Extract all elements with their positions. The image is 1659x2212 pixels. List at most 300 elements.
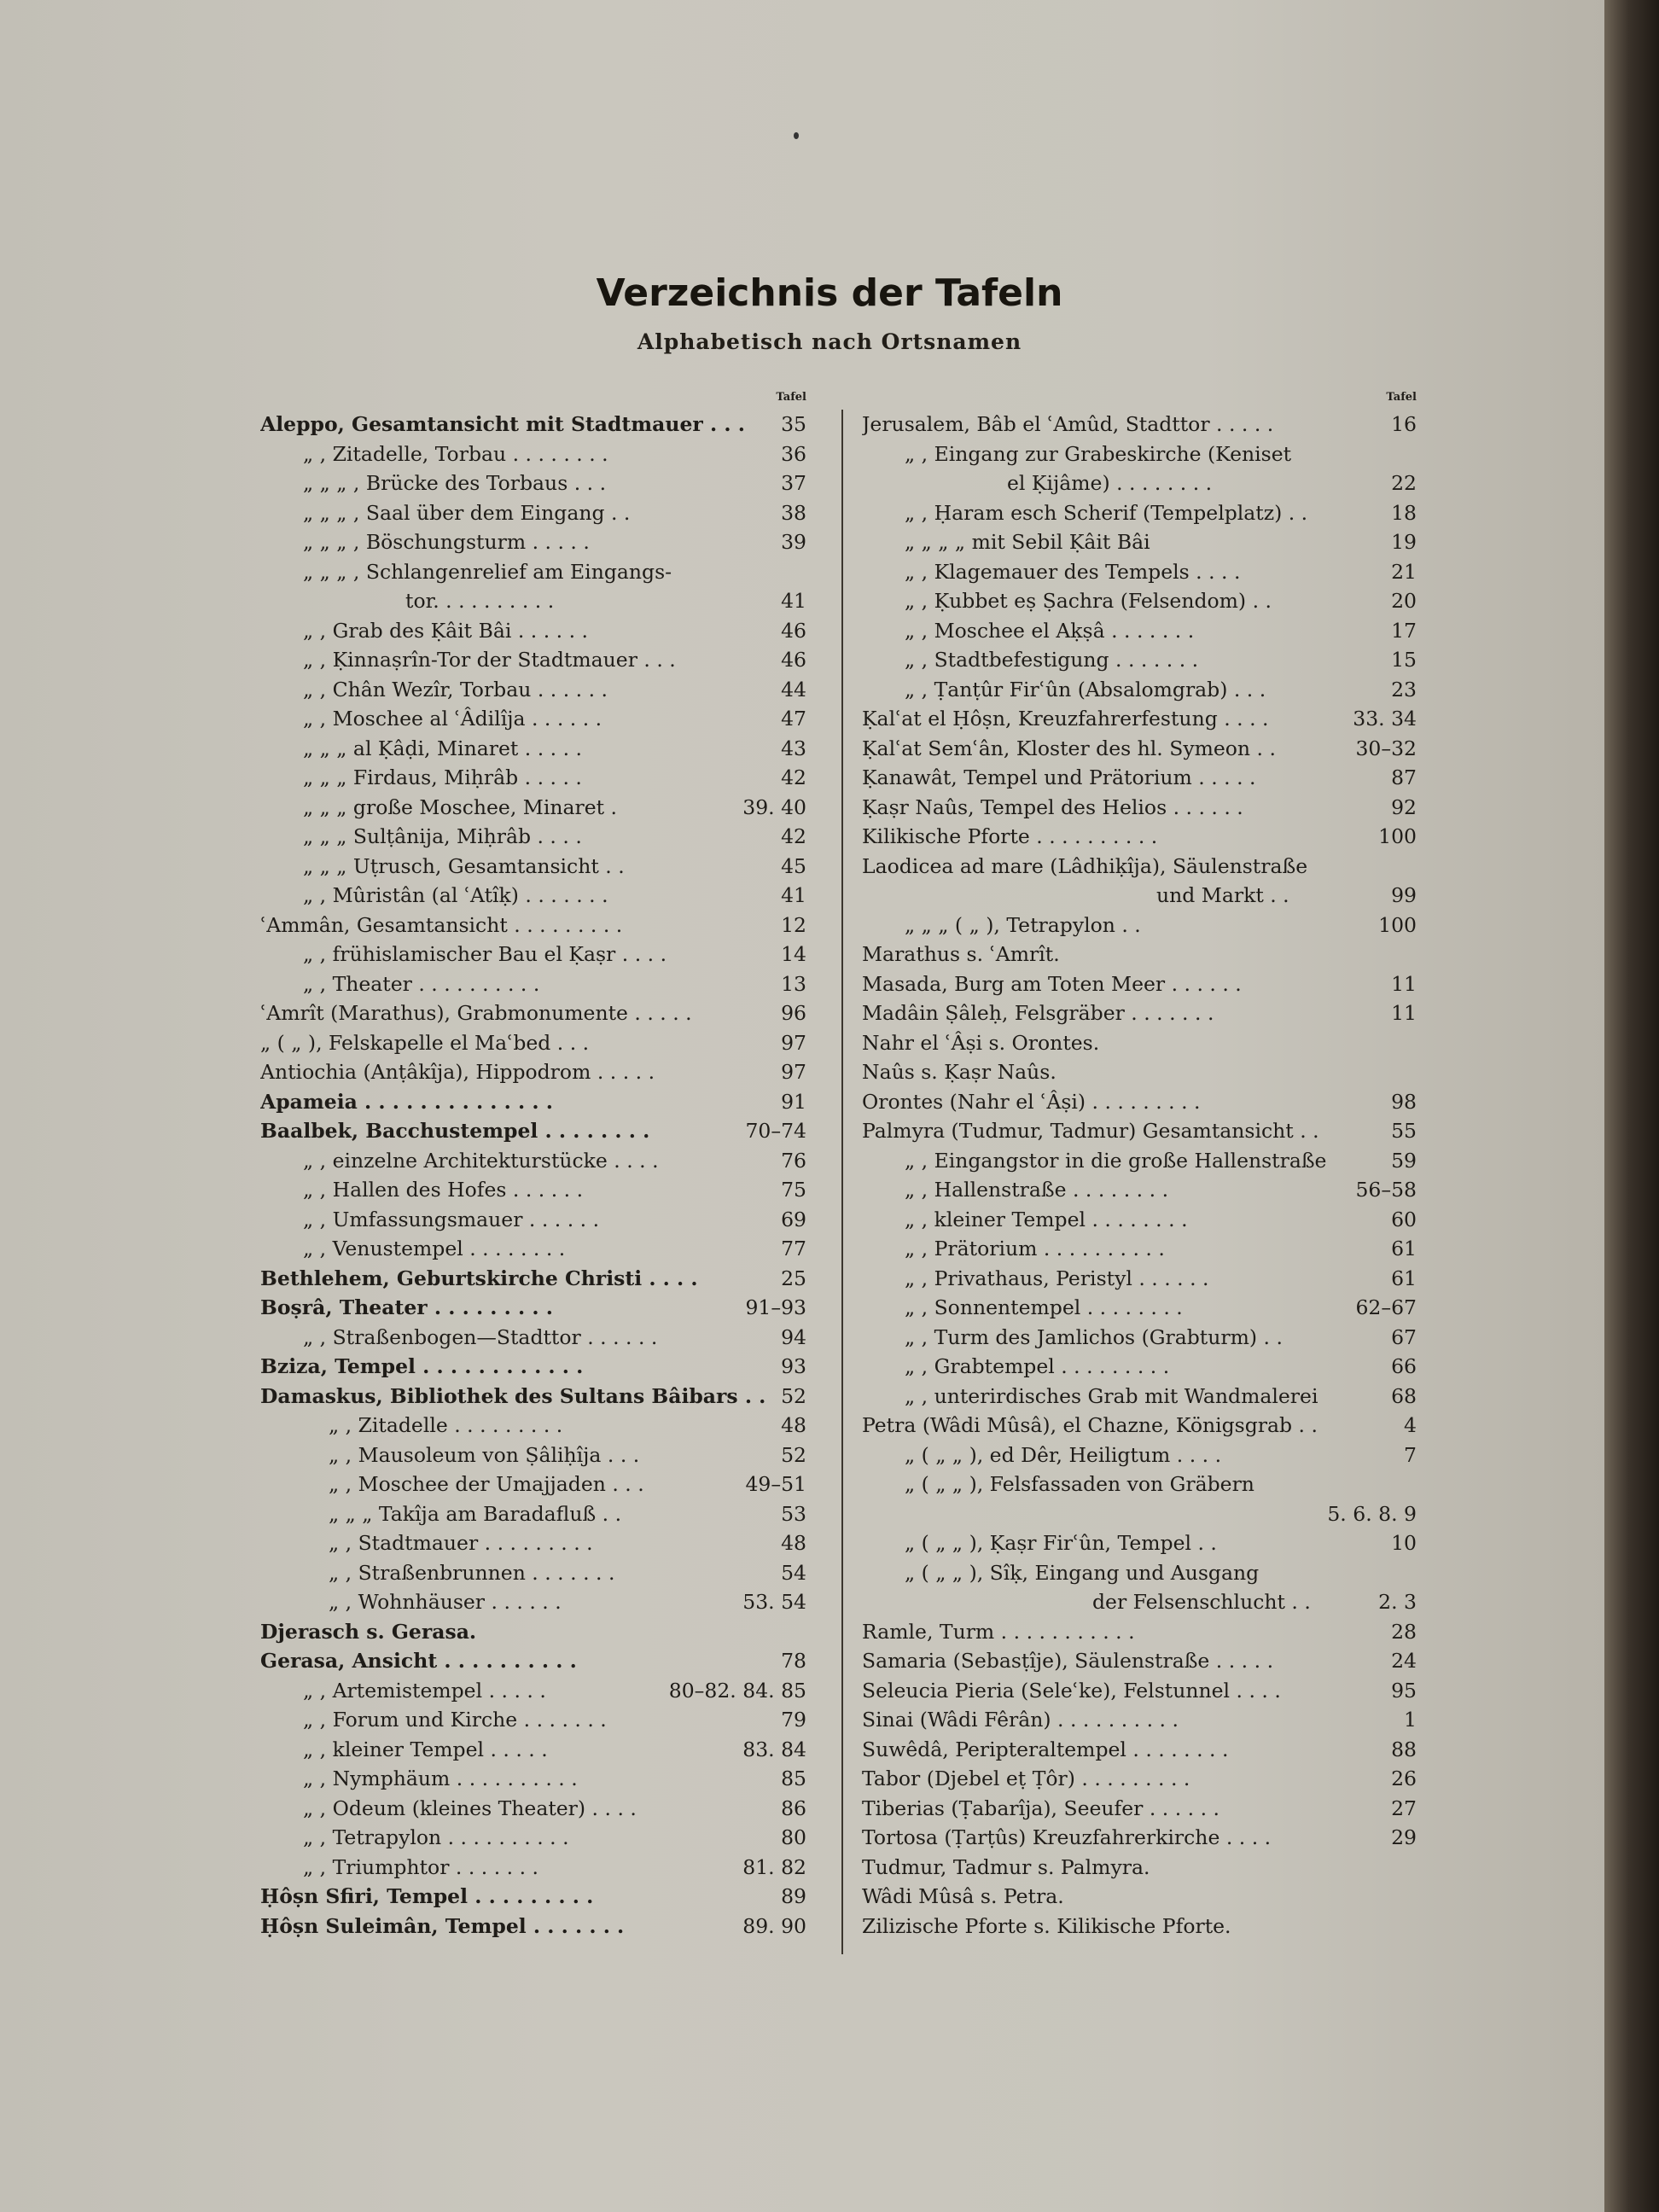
plate-number: 49–51 [745, 1472, 806, 1496]
plate-number: 97 [781, 1030, 806, 1055]
entry-label: Jerusalem, Bâb el ʿAmûd, Stadttor . . . . . [862, 412, 1274, 436]
index-entry [862, 1646, 1417, 1676]
entry-label: Nahr el ʿÂṣi s. Orontes. [862, 1030, 1100, 1055]
entry-label: Ḳalʿat Semʿân, Kloster des hl. Symeon . . [862, 736, 1276, 760]
entry-label: Ḳaṣr Naûs, Tempel des Helios . . . . . . [862, 795, 1243, 819]
entry-label: Orontes (Nahr el ʿÂṣi) . . . . . . . . . [862, 1089, 1201, 1114]
entry-label: Gerasa, Ansicht . . . . . . . . . . [260, 1649, 577, 1673]
entry-label: Tiberias (Ṭabarîja), Seeufer . . . . . . [862, 1796, 1220, 1820]
entry-label: „ ( „ „ ), Sîḳ, Eingang und Ausgang [905, 1560, 1260, 1585]
entry-label: „ , Forum und Kirche . . . . . . . [303, 1708, 607, 1732]
plate-number: 29 [1391, 1825, 1417, 1849]
index-entry [862, 1470, 1417, 1499]
entry-label: Masada, Burg am Toten Meer . . . . . . [862, 971, 1242, 996]
plate-number: 12 [781, 912, 806, 937]
index-entry [260, 410, 806, 439]
index-entry [260, 1382, 806, 1412]
index-entry [260, 439, 806, 469]
plate-number: 99 [1391, 883, 1417, 907]
index-entry [260, 969, 806, 999]
index-entry [862, 1175, 1417, 1205]
plate-number: 36 [781, 441, 806, 466]
entry-label: tor. . . . . . . . . . [405, 589, 555, 613]
page-title: Verzeichnis der Tafeln [596, 271, 1063, 315]
index-entry [260, 1352, 806, 1382]
index-entry [862, 1441, 1417, 1470]
index-entry [260, 1794, 806, 1824]
entry-label: Aleppo, Gesamtansicht mit Stadtmauer . . . [260, 412, 745, 436]
index-entry [260, 1293, 806, 1323]
entry-label: „ ( „ „ ), ed Dêr, Heiligtum . . . . [905, 1442, 1222, 1467]
index-entry [862, 675, 1417, 705]
index-entry [862, 1323, 1417, 1353]
plate-number: 77 [781, 1237, 806, 1260]
index-entry [260, 1087, 806, 1117]
plate-number: 95 [1391, 1678, 1417, 1703]
entry-label: el Ḳijâme) . . . . . . . . [1007, 471, 1213, 495]
entry-label: „ , Hallenstraße . . . . . . . . [905, 1178, 1169, 1202]
index-entry [862, 1705, 1417, 1735]
index-entry [862, 586, 1417, 616]
entry-label: Boṣrâ, Theater . . . . . . . . . [260, 1295, 553, 1319]
plate-number: 23 [1391, 677, 1417, 701]
page-mark [794, 132, 799, 139]
index-entry [862, 822, 1417, 852]
index-entry [260, 1234, 806, 1264]
plate-number: 94 [781, 1324, 806, 1349]
entry-label: „ , Moschee al ʿÂdilîja . . . . . . [303, 707, 602, 731]
plate-number: 76 [781, 1148, 806, 1173]
entry-label: „ „ „ , Brücke des Torbaus . . . [303, 471, 607, 495]
plate-number: 42 [781, 824, 806, 848]
plate-number: 78 [781, 1649, 806, 1673]
entry-label: „ , Zitadelle, Torbau . . . . . . . . [303, 441, 608, 466]
plate-number: 28 [1391, 1619, 1417, 1644]
entry-label: „ ( „ ), Felskapelle el Maʿbed . . . [260, 1030, 590, 1055]
entry-label: Palmyra (Tudmur, Tadmur) Gesamtansicht . . [862, 1119, 1319, 1143]
plate-number: 41 [781, 589, 806, 613]
plate-number: 17 [1391, 618, 1417, 643]
plate-number: 43 [781, 736, 806, 760]
index-entry [862, 557, 1417, 587]
plate-number: 85 [781, 1767, 806, 1790]
plate-number: 11 [1391, 971, 1417, 996]
entry-label: „ , Ḳinnaṣrîn-Tor der Stadtmauer . . . [303, 648, 676, 672]
entry-label: „ „ „ „ mit Sebil Ḳâit Bâi [905, 530, 1150, 554]
entry-label: Petra (Wâdi Mûsâ), el Chazne, Königsgrab . . [862, 1413, 1318, 1437]
index-entry [862, 969, 1417, 999]
entry-label: „ , Grabtempel . . . . . . . . . [905, 1354, 1170, 1378]
index-entry [260, 469, 806, 498]
entry-label: „ , Venustempel . . . . . . . . [303, 1237, 566, 1260]
entry-label: „ , Mûristân (al ʿAtîḳ) . . . . . . . [303, 883, 608, 907]
index-entry [260, 1617, 806, 1647]
index-entry [260, 1882, 806, 1912]
plate-number: 27 [1391, 1796, 1417, 1820]
entry-label: „ , Odeum (kleines Theater) . . . . [303, 1796, 637, 1820]
entry-label: „ , Tetrapylon . . . . . . . . . . [303, 1825, 569, 1849]
plate-number: 22 [1391, 471, 1417, 495]
entry-label: Samaria (Sebasṭîje), Säulenstraße . . . . . [862, 1649, 1274, 1673]
entry-label: Damaskus, Bibliothek des Sultans Bâibars . . [260, 1383, 766, 1408]
index-entry [260, 557, 806, 587]
index-entry [862, 1853, 1417, 1883]
plate-number: 89. 90 [742, 1913, 806, 1938]
plate-number: 89 [781, 1884, 806, 1908]
index-entry [862, 498, 1417, 528]
index-entry [862, 1823, 1417, 1853]
index-entry [260, 1558, 806, 1588]
index-entry [260, 704, 806, 734]
plate-number: 39. 40 [742, 795, 806, 819]
entry-label: „ , Straßenbogen—Stadttor . . . . . . [303, 1324, 658, 1349]
plate-number: 56–58 [1355, 1178, 1417, 1202]
entry-label: „ , Prätorium . . . . . . . . . . [905, 1237, 1165, 1260]
plate-number: 11 [1391, 1001, 1417, 1025]
index-entry [862, 1764, 1417, 1794]
index-entry [862, 1352, 1417, 1382]
entry-label: „ „ „ , Saal über dem Eingang . . [303, 500, 631, 525]
entry-label: „ , Mausoleum von Ṣâliḥîja . . . [329, 1442, 640, 1467]
index-entry [862, 1293, 1417, 1323]
plate-number: 100 [1378, 824, 1417, 848]
entry-label: Seleucia Pieria (Seleʿke), Felstunnel . . . . [862, 1678, 1281, 1703]
plate-number: 96 [781, 1001, 806, 1025]
entry-label: Tortosa (Ṭarṭûs) Kreuzfahrerkirche . . . . [862, 1825, 1272, 1849]
index-entry [862, 439, 1417, 469]
entry-label: „ „ „ ( „ ), Tetrapylon . . [905, 912, 1141, 937]
right-column [862, 391, 1417, 1941]
index-entry [862, 704, 1417, 734]
column-divider [841, 410, 843, 1954]
entry-label: Apameia . . . . . . . . . . . . . . [260, 1089, 553, 1114]
index-entry [260, 1264, 806, 1294]
entry-label: Ḥôṣn Sfiri, Tempel . . . . . . . . . [260, 1884, 594, 1908]
tafel-header-left: Tafel [776, 391, 806, 404]
entry-label: „ , Chân Wezîr, Torbau . . . . . . [303, 677, 608, 701]
entry-label: „ , Stadtbefestigung . . . . . . . [905, 648, 1199, 672]
plate-number: 18 [1391, 500, 1417, 525]
index-entry [862, 1912, 1417, 1941]
index-entry [862, 1028, 1417, 1058]
entry-label: Bethlehem, Geburtskirche Christi . . . . [260, 1266, 698, 1290]
plate-number: 88 [1391, 1737, 1417, 1761]
entry-label: „ , Eingang zur Grabeskirche (Keniset [905, 441, 1292, 466]
index-entry [862, 793, 1417, 823]
index-entry [260, 998, 806, 1028]
left-column-header [260, 391, 806, 410]
entry-label: Djerasch s. Gerasa. [260, 1619, 477, 1644]
index-entry [862, 469, 1417, 498]
index-entry [862, 1146, 1417, 1176]
entry-label: „ , Grab des Ḳâit Bâi . . . . . . [303, 618, 589, 643]
index-entry [260, 1205, 806, 1235]
index-entry [260, 1028, 806, 1058]
index-entry [260, 1646, 806, 1676]
entry-label: „ , frühislamischer Bau el Ḳaṣr . . . . [303, 942, 667, 966]
plate-number: 38 [781, 500, 806, 525]
index-entry [862, 1234, 1417, 1264]
plate-number: 59 [1391, 1148, 1417, 1173]
plate-number: 47 [781, 707, 806, 731]
index-entry [260, 675, 806, 705]
entry-label: Wâdi Mûsâ s. Petra. [862, 1884, 1064, 1908]
plate-number: 100 [1378, 912, 1417, 937]
entry-label: „ , Ḥaram esch Scherif (Tempelplatz) . . [905, 500, 1308, 525]
index-entry [862, 1499, 1417, 1529]
entry-label: Antiochia (Anṭâkîja), Hippodrom . . . . . [260, 1060, 655, 1084]
plate-number: 46 [781, 648, 806, 672]
index-entry [260, 1528, 806, 1558]
entry-label: Laodicea ad mare (Lâdhiḳîja), Säulenstraße [862, 853, 1308, 878]
plate-number: 35 [781, 412, 806, 436]
entry-label: Naûs s. Ḳaṣr Naûs. [862, 1060, 1057, 1084]
entry-label: „ , Hallen des Hofes . . . . . . [303, 1178, 584, 1202]
plate-number: 33. 34 [1353, 707, 1417, 731]
index-entry [260, 793, 806, 823]
index-entry [260, 940, 806, 969]
entry-label: „ „ „ Firdaus, Miḥrâb . . . . . [303, 765, 582, 789]
plate-number: 52 [781, 1383, 806, 1408]
index-entry [260, 498, 806, 528]
plate-number: 41 [781, 883, 806, 907]
entry-label: „ , Eingangstor in die große Hallenstraße [905, 1148, 1327, 1173]
index-entry [862, 1794, 1417, 1824]
plate-number: 87 [1391, 765, 1417, 789]
plate-number: 61 [1391, 1237, 1417, 1260]
tafel-header-right: Tafel [1386, 391, 1417, 404]
entry-label: „ , kleiner Tempel . . . . . [303, 1737, 548, 1761]
entry-label: der Felsenschlucht . . [1092, 1590, 1311, 1614]
index-entry [260, 1587, 806, 1617]
entry-label: Sinai (Wâdi Fêrân) . . . . . . . . . . [862, 1708, 1179, 1732]
plate-number: 66 [1391, 1354, 1417, 1378]
entry-label: „ , Privathaus, Peristyl . . . . . . [905, 1266, 1209, 1290]
index-entry [862, 1735, 1417, 1765]
entry-label: Tabor (Djebel eṭ Ṭôr) . . . . . . . . . [862, 1767, 1190, 1790]
entry-label: „ „ „ Uṭrusch, Gesamtansicht . . [303, 853, 625, 878]
plate-number: 13 [781, 971, 806, 996]
plate-number: 69 [781, 1207, 806, 1231]
index-entry [260, 1764, 806, 1794]
right-entry-list [862, 410, 1417, 1941]
index-entry [260, 852, 806, 882]
index-entry [862, 1558, 1417, 1588]
index-entry [862, 1382, 1417, 1412]
plate-number: 2. 3 [1378, 1590, 1417, 1614]
index-entry [862, 852, 1417, 882]
plate-number: 53 [781, 1501, 806, 1526]
plate-number: 67 [1391, 1324, 1417, 1349]
entry-label: „ , Ṭanṭûr Firʿûn (Absalomgrab) . . . [905, 677, 1266, 701]
entry-label: „ „ „ al Ḳâḍi, Minaret . . . . . [303, 736, 583, 760]
entry-label: „ , Wohnhäuser . . . . . . [329, 1590, 562, 1614]
index-entry [862, 734, 1417, 764]
entry-label: „ , Stadtmauer . . . . . . . . . [329, 1531, 593, 1555]
plate-number: 98 [1391, 1089, 1417, 1114]
entry-label: Kilikische Pforte . . . . . . . . . . [862, 824, 1158, 848]
entry-label: „ „ „ Sulṭânija, Miḥrâb . . . . [303, 824, 582, 848]
entry-label: „ , Turm des Jamlichos (Grabturm) . . [905, 1324, 1283, 1349]
index-entry [862, 881, 1417, 911]
index-entry [260, 1853, 806, 1883]
entry-label: „ , Klagemauer des Tempels . . . . [905, 559, 1241, 584]
plate-number: 60 [1391, 1207, 1417, 1231]
index-entry [260, 1676, 806, 1706]
entry-label: „ „ „ , Böschungsturm . . . . . [303, 530, 590, 554]
entry-label: „ , Straßenbrunnen . . . . . . . [329, 1560, 615, 1585]
plate-number: 20 [1391, 589, 1417, 613]
plate-number: 52 [781, 1442, 806, 1467]
index-entry [260, 1441, 806, 1470]
plate-number: 5. 6. 8. 9 [1327, 1501, 1417, 1526]
entry-label: „ , Sonnentempel . . . . . . . . [905, 1295, 1183, 1319]
entry-label: Ḳanawât, Tempel und Prätorium . . . . . [862, 765, 1256, 789]
plate-number: 91–93 [745, 1295, 806, 1319]
plate-number: 15 [1391, 648, 1417, 672]
index-entry [260, 1499, 806, 1529]
plate-number: 16 [1391, 412, 1417, 436]
index-entry [260, 1116, 806, 1146]
plate-number: 53. 54 [742, 1590, 806, 1614]
plate-number: 48 [781, 1531, 806, 1555]
entry-label: „ , Zitadelle . . . . . . . . . [329, 1413, 563, 1437]
index-entry [260, 763, 806, 793]
index-entry [260, 1175, 806, 1205]
plate-number: 93 [781, 1354, 806, 1378]
index-entry [862, 1676, 1417, 1706]
index-entry [862, 645, 1417, 675]
entry-label: Marathus s. ʿAmrît. [862, 942, 1060, 966]
entry-label: „ , Triumphtor . . . . . . . [303, 1854, 539, 1879]
index-entry [862, 940, 1417, 969]
plate-number: 48 [781, 1413, 806, 1437]
entry-label: „ „ „ , Schlangenrelief am Eingangs- [303, 559, 672, 584]
index-entry [862, 763, 1417, 793]
entry-label: „ , unterirdisches Grab mit Wandmalerei [905, 1383, 1318, 1408]
entry-label: „ ( „ „ ), Felsfassaden von Gräbern [905, 1472, 1254, 1496]
right-column-header [862, 391, 1417, 410]
entry-label: „ , Theater . . . . . . . . . . [303, 971, 540, 996]
index-entry [862, 1617, 1417, 1647]
plate-number: 39 [781, 530, 806, 554]
plate-number: 44 [781, 677, 806, 701]
index-entry [862, 1411, 1417, 1441]
plate-number: 37 [781, 471, 806, 495]
plate-number: 79 [781, 1708, 806, 1732]
entry-label: Tudmur, Tadmur s. Palmyra. [862, 1854, 1150, 1879]
plate-number: 61 [1391, 1266, 1417, 1290]
index-entry [260, 734, 806, 764]
entry-label: „ „ „ Takîja am Baradafluß . . [329, 1501, 622, 1526]
index-entry [260, 616, 806, 646]
index-entry [862, 410, 1417, 439]
entry-label: Suwêdâ, Peripteraltempel . . . . . . . . [862, 1737, 1229, 1761]
entry-label: und Markt . . [1156, 883, 1289, 907]
plate-number: 54 [781, 1560, 806, 1585]
index-entry [862, 998, 1417, 1028]
entry-label: „ , Moschee der Umajjaden . . . [329, 1472, 644, 1496]
index-entry [260, 1735, 806, 1765]
index-entry [862, 1205, 1417, 1235]
index-entry [862, 911, 1417, 940]
entry-label: „ , Nymphäum . . . . . . . . . . [303, 1767, 578, 1790]
entry-label: Ramle, Turm . . . . . . . . . . . [862, 1619, 1135, 1644]
index-entry [260, 645, 806, 675]
plate-number: 21 [1391, 559, 1417, 584]
index-entry [862, 1528, 1417, 1558]
plate-number: 24 [1391, 1649, 1417, 1673]
plate-number: 42 [781, 765, 806, 789]
index-entry [862, 1057, 1417, 1087]
plate-number: 75 [781, 1178, 806, 1202]
plate-number: 91 [781, 1089, 806, 1114]
plate-number: 68 [1391, 1383, 1417, 1408]
index-entry [862, 1116, 1417, 1146]
index-entry [260, 1057, 806, 1087]
index-entry [862, 1264, 1417, 1294]
plate-number: 1 [1404, 1708, 1417, 1732]
entry-label: „ , kleiner Tempel . . . . . . . . [905, 1207, 1188, 1231]
entry-label: „ „ „ große Moschee, Minaret . [303, 795, 618, 819]
plate-number: 62–67 [1355, 1295, 1417, 1319]
index-entry [862, 1087, 1417, 1117]
entry-label: „ , Moschee el Aḳṣâ . . . . . . . [905, 618, 1195, 643]
plate-number: 45 [781, 853, 806, 878]
entry-label: „ , einzelne Architekturstücke . . . . [303, 1148, 659, 1173]
entry-label: Zilizische Pforte s. Kilikische Pforte. [862, 1913, 1231, 1938]
plate-number: 80–82. 84. 85 [668, 1678, 806, 1703]
entry-label: „ ( „ „ ), Ḳaṣr Firʿûn, Tempel . . [905, 1531, 1217, 1555]
plate-number: 97 [781, 1060, 806, 1084]
left-entry-list [260, 410, 806, 1941]
plate-number: 10 [1391, 1531, 1417, 1555]
plate-number: 30–32 [1355, 736, 1417, 760]
entry-label: ʿAmmân, Gesamtansicht . . . . . . . . . [260, 912, 623, 937]
entry-label: Ḳalʿat el Ḥôṣn, Kreuzfahrerfestung . . . . [862, 707, 1269, 731]
plate-number: 4 [1404, 1413, 1417, 1437]
index-entry [260, 1411, 806, 1441]
plate-number: 19 [1391, 530, 1417, 554]
index-entry [260, 822, 806, 852]
index-entry [862, 527, 1417, 557]
entry-label: Ḥôṣn Suleimân, Tempel . . . . . . . [260, 1913, 625, 1938]
entry-label: Madâin Ṣâleḥ, Felsgräber . . . . . . . [862, 1001, 1214, 1025]
entry-label: ʿAmrît (Marathus), Grabmonumente . . . . . [260, 1001, 692, 1025]
index-entry [862, 1587, 1417, 1617]
index-entry [260, 1470, 806, 1499]
page-subtitle: Alphabetisch nach Ortsnamen [637, 329, 1022, 354]
plate-number: 46 [781, 618, 806, 643]
plate-number: 14 [781, 942, 806, 966]
entry-label: Baalbek, Bacchustempel . . . . . . . . [260, 1119, 650, 1143]
entry-label: „ , Ḳubbet eṣ Ṣachra (Felsendom) . . [905, 589, 1272, 613]
index-entry [260, 1146, 806, 1176]
index-entry [260, 1823, 806, 1853]
index-entry [862, 1882, 1417, 1912]
plate-number: 70–74 [745, 1119, 806, 1143]
plate-number: 81. 82 [742, 1854, 806, 1879]
index-entry [260, 1912, 806, 1941]
plate-number: 80 [781, 1825, 806, 1849]
plate-number: 83. 84 [742, 1737, 806, 1761]
index-entry [260, 1705, 806, 1735]
left-column [260, 391, 806, 1941]
plate-number: 55 [1391, 1119, 1417, 1143]
plate-number: 92 [1391, 795, 1417, 819]
entry-label: Bziza, Tempel . . . . . . . . . . . . [260, 1354, 584, 1378]
entry-label: „ , Umfassungsmauer . . . . . . [303, 1207, 600, 1231]
